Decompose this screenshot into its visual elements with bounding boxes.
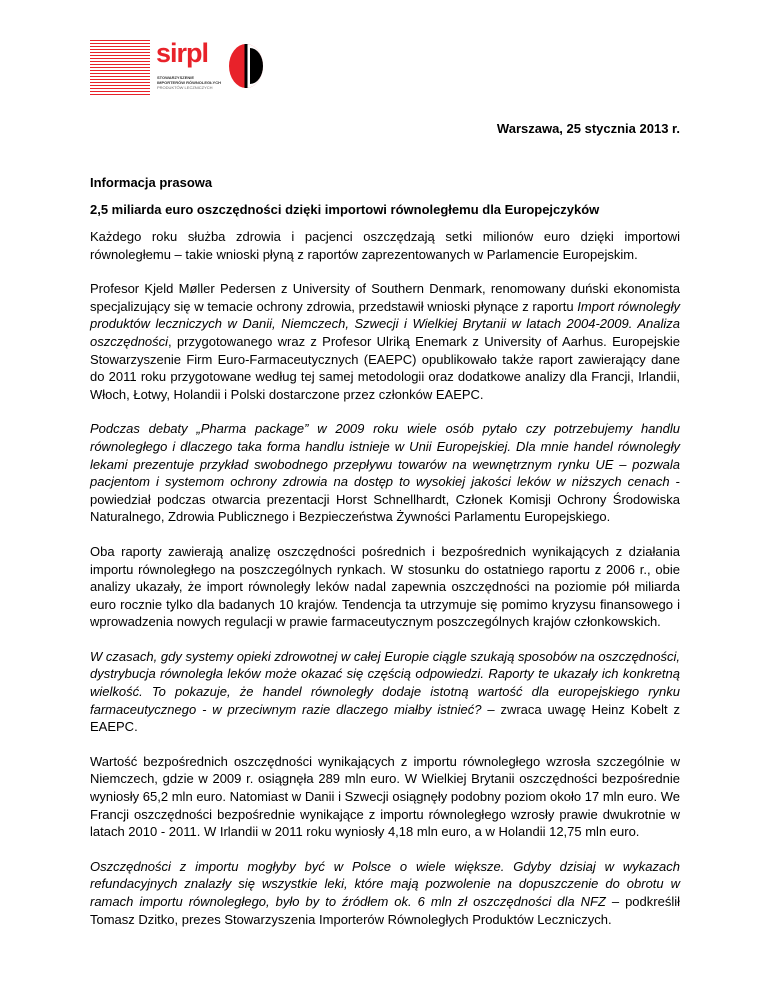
sirpl-logo [90,40,290,96]
paragraph [90,858,680,928]
logo-mark-icon [228,43,264,89]
logo-brand-text: sirpl [156,38,209,68]
logo-tagline-line1: STOWARZYSZENIE [157,75,195,80]
paragraph [90,420,680,526]
paragraph [90,648,680,736]
paragraph [90,228,680,263]
document-heading: Informacja prasowa [90,175,213,190]
logo-tagline-line3: PRODUKTÓW LECZNICZYCH [157,85,213,90]
quote-segment: Podczas debaty „Pharma package” w 2009 roku wiele osób pytało czy potrzebujemy handlu równoległego i dlaczego taka forma handlu istnieje w Unii Europejskiej. Dla mnie handel równoległy lekami prezentuje przykład swobodnego przepływu towarów na wewnętrznym rynku UE – pozwala pacjentom i systemom ochrony zdrowia na dostęp to wysokiej jakości leków w niższych cenach [90,421,680,490]
logo-tagline [157,75,221,90]
text-segment: , przygotowanego wraz z Profesor Ulriką Enemark z University of Aarhus. Europejskie Stowarzyszenie Firm Euro-Farmaceutycznych (EAEPC) opublikowało także raport zawierający dane do 2011 roku przygotowane według tej samej metodologii oraz dodatkowe analizy dla Francji, Irlandii, Włoch, Łotwy, Holandii i Polski dostarczone przez członków EAEPC. [90,333,680,402]
document-title: 2,5 miliarda euro oszczędności dzięki importowi równoległemu dla Europejczyków [90,202,600,217]
logo-tagline-line2: IMPORTERÓW RÓWNOLEGŁYCH [157,80,221,85]
text-segment: Każdego roku służba zdrowia i pacjenci oszczędzają setki milionów euro dzięki importowi równoległemu – takie wnioski płyną z raportów zaprezentowanych w Parlamencie Europejskim. [90,229,680,262]
logo-stripes [90,40,150,96]
text-segment: Profesor Kjeld Møller Pedersen z University of Southern Denmark, renomowany duński ekonomista specjalizujący się w temacie ochrony zdrowia, przedstawił wnioski płynące z raportu [90,281,680,314]
quote-segment: Import równoległy produktów leczniczych w Danii, Niemczech, Szwecji i Wielkiej Brytanii w latach 2004-2009. Analiza oszczędności [90,298,680,349]
paragraph [90,280,680,403]
body-text [90,228,680,945]
text-segment: - powiedział podczas otwarcia prezentacji Horst Schnellhardt, Członek Komisji Ochrony Środowiska Naturalnego, Zdrowia Publicznego i Bezpieczeństwa Żywności Parlamentu Europejskiego. [90,474,680,525]
text-segment: – podkreślił Tomasz Dzitko, prezes Stowarzyszenia Importerów Równoległych Produktów Leczniczych. [90,894,680,927]
text-segment: – zwraca uwagę Heinz Kobelt z EAEPC. [90,701,680,735]
quote-segment: Oszczędności z importu mogłyby być w Polsce o wiele większe. Gdyby dzisiaj w wykazach refundacyjnych znalazły się wszystkie leki, które mają pozwolenie na dopuszczenie do obrotu w ramach importu równoległego, było by to źródłem ok. 6 mln zł oszczędności dla NFZ [90,858,680,909]
paragraph [90,753,680,841]
quote-segment: W czasach, gdy systemy opieki zdrowotnej w całej Europie ciągle szukają sposobów na oszczędności, dystrybucja równoległa leków może okazać się częścią odpowiedzi. Raporty te ukazały ich konkretną wielkość. To pokazuje, że handel równoległy dodaje istotną wartość dla europejskiego rynku farmaceutycznego - w przeciwnym razie dlaczego miałby istnieć? [90,648,680,717]
paragraph [90,543,680,631]
text-segment: Wartość bezpośrednich oszczędności wynikających z importu równoległego wzrosła szczególnie w Niemczech, gdzie w 2009 r. osiągnęła 289 mln euro. W Wielkiej Brytanii oszczędności bezpośrednie wyniosły 65,2 mln euro. Natomiast w Danii i Szwecji osiągnęły podobny poziom około 17 mln euro. We Francji oszczędności bezpośrednie wynikające z importu równoległego wzrosły prawie dwukrotnie w latach 2010 - 2011. W Irlandii w 2011 roku wyniosły 4,18 mln euro, a w Holandii 12,75 mln euro. [90,753,680,840]
document-date: Warszawa, 25 stycznia 2013 r. [496,121,680,136]
text-segment: Oba raporty zawierają analizę oszczędności pośrednich i bezpośrednich wynikających z działania importu równoległego na poszczególnych rynkach. W stosunku do ostatniego raportu z 2006 r., obie analizy ukazały, że import równoległy leków nadal zapewnia oszczędności na poziomie pół miliarda euro rocznie tylko dla badanych 10 krajów. Tendencja ta utrzymuje się pomimo kryzysu finansowego i wprowadzenia nowych regulacji w prawie farmaceutycznym poszczególnych krajów członkowskich. [90,543,680,630]
